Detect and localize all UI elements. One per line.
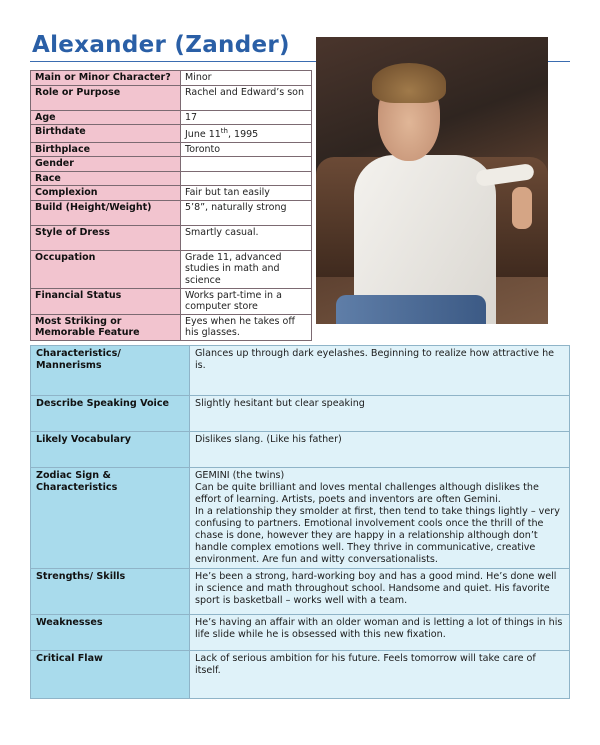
table-row (31, 171, 312, 186)
birthdate-value: June 11th, 1995 (185, 127, 259, 141)
table-row (31, 314, 312, 340)
table-row (31, 396, 570, 432)
table-row (31, 200, 312, 225)
profile-label: Role or Purpose (31, 85, 181, 110)
table-row (31, 432, 570, 468)
profile-value: Minor (181, 71, 312, 86)
detail-value: Glances up through dark eyelashes. Beginning to realize how attractive he is. (190, 346, 570, 396)
profile-value: Grade 11, advanced studies in math and science (181, 250, 312, 288)
detail-value: Dislikes slang. (Like his father) (190, 432, 570, 468)
table-row (31, 225, 312, 250)
table-row (31, 346, 570, 396)
profile-label: Style of Dress (31, 225, 181, 250)
profile-label: Gender (31, 157, 181, 172)
table-row (31, 71, 312, 86)
detail-label: Critical Flaw (31, 651, 190, 699)
profile-value: Eyes when he takes off his glasses. (181, 314, 312, 340)
detail-value: Lack of serious ambition for his future. Feels tomorrow will take care of itself. (190, 651, 570, 699)
detail-value: He’s been a strong, hard-working boy and has a good mind. He’s done well in science and math throughout school. Handsome and quiet. His favorite sport is basketball – works well with a team. (190, 569, 570, 615)
table-row (31, 125, 312, 143)
profile-value: Works part-time in a computer store (181, 288, 312, 314)
table-row (31, 468, 570, 569)
profile-table (30, 70, 312, 341)
hand-shape (512, 187, 532, 229)
detail-value: GEMINI (the twins) Can be quite brilliant and loves mental challenges although dislikes the effort of learning. Artists, poets and inventors are often Gemini. In a relationship they smolder at first, then tend to take things lightly – very confusing to partners. Emotional involvement cools once the thrill of the chase is done, however they are happy in a relationship although don’t handle complex emotions well. They thrive in communicative, creative environment. Are fun and witty conversationalists. (190, 468, 570, 569)
profile-value (181, 171, 312, 186)
character-photo (316, 37, 548, 324)
profile-label: Race (31, 171, 181, 186)
profile-label: Birthplace (31, 142, 181, 157)
detail-label: Zodiac Sign & Characteristics (31, 468, 190, 569)
table-row (31, 569, 570, 615)
table-row (31, 85, 312, 110)
profile-label: Main or Minor Character? (31, 71, 181, 86)
detail-value: He’s having an affair with an older woman and is letting a lot of things in his life slide while he is obsessed with this new fixation. (190, 615, 570, 651)
profile-label: Financial Status (31, 288, 181, 314)
detail-label: Likely Vocabulary (31, 432, 190, 468)
profile-value (181, 125, 312, 143)
profile-value: Rachel and Edward’s son (181, 85, 312, 110)
profile-value: Toronto (181, 142, 312, 157)
profile-label: Occupation (31, 250, 181, 288)
detail-label: Strengths/ Skills (31, 569, 190, 615)
table-row (31, 110, 312, 125)
profile-label: Build (Height/Weight) (31, 200, 181, 225)
table-row (31, 288, 312, 314)
profile-value: Fair but tan easily (181, 186, 312, 201)
details-table (30, 345, 570, 699)
profile-label: Birthdate (31, 125, 181, 143)
table-row (31, 186, 312, 201)
detail-label: Describe Speaking Voice (31, 396, 190, 432)
detail-label: Weaknesses (31, 615, 190, 651)
profile-value: 17 (181, 110, 312, 125)
profile-label: Most Striking or Memorable Feature (31, 314, 181, 340)
ordinal-suffix: th (220, 127, 228, 135)
table-row (31, 157, 312, 172)
profile-label: Complexion (31, 186, 181, 201)
profile-value (181, 157, 312, 172)
profile-value: 5’8”, naturally strong (181, 200, 312, 225)
hair-shape (372, 63, 446, 103)
detail-label: Characteristics/ Mannerisms (31, 346, 190, 396)
table-row (31, 615, 570, 651)
detail-value: Slightly hesitant but clear speaking (190, 396, 570, 432)
page-title: Alexander (Zander) (32, 32, 290, 58)
table-row (31, 651, 570, 699)
jeans-shape (336, 295, 486, 324)
table-row (31, 250, 312, 288)
profile-label: Age (31, 110, 181, 125)
table-row (31, 142, 312, 157)
profile-value: Smartly casual. (181, 225, 312, 250)
